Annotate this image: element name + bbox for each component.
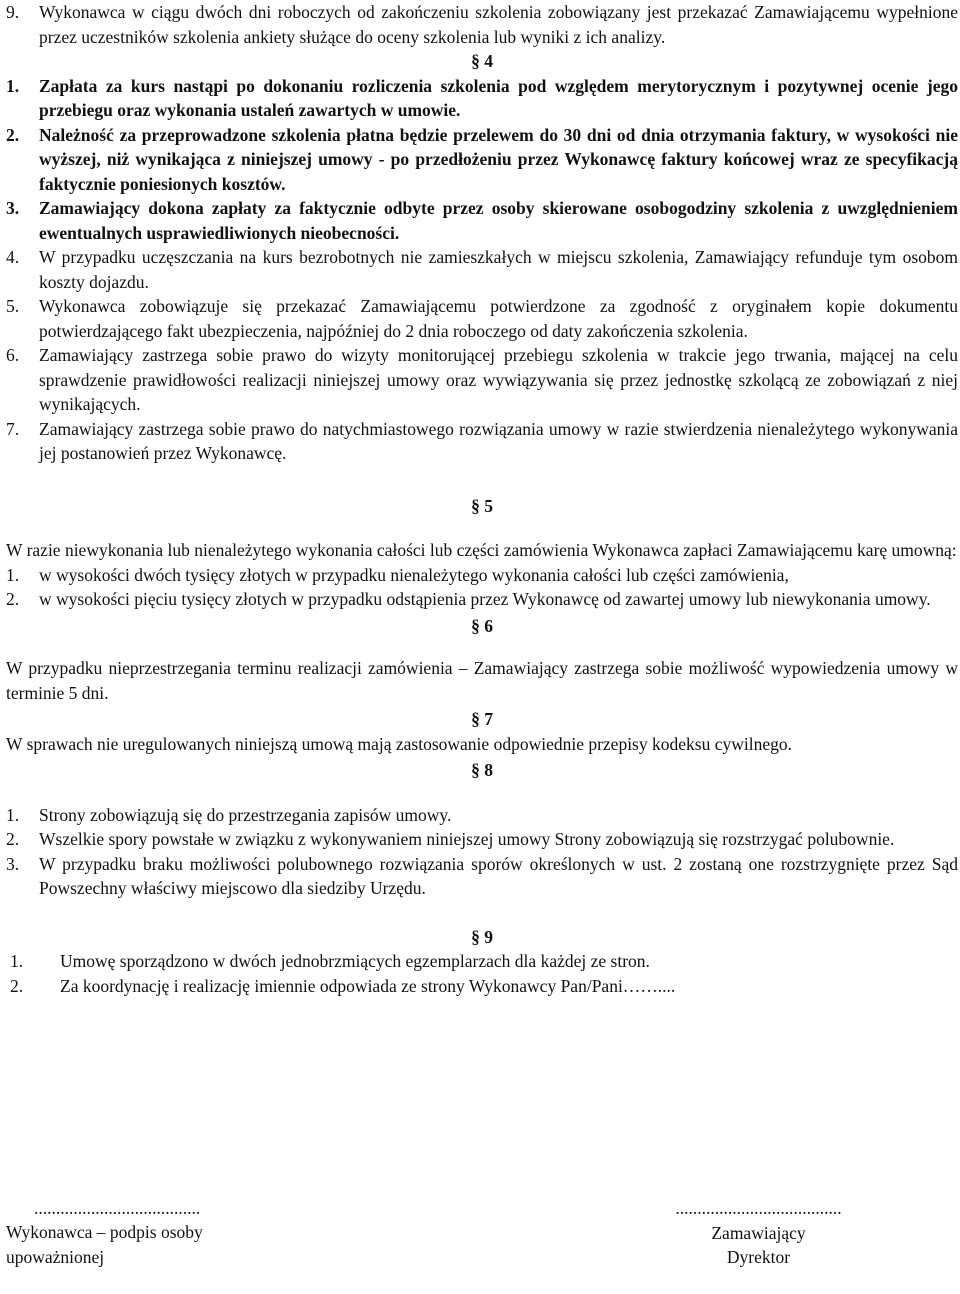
item-text: Wykonawca zobowiązuje się przekazać Zamawiającemu potwierdzone za zgodność z oryginałem kopie dokumentu potwierdzającego fakt ubezpieczenia, najpóźniej do 2 dnia roboczego od daty zakończenia szkolenia. [39,296,958,341]
item-text: Zamawiający zastrzega sobie prawo do natychmiastowego rozwiązania umowy w razie stwierdzenia nienależytego wykonywania jej postanowień przez Wykonawcę. [39,418,958,463]
section-heading: § 9 [471,926,493,947]
item-text: Za koordynację i realizację imiennie odpowiada ze strony Wykonawcy Pan/Pani…….... [60,975,676,996]
item-text: Strony zobowiązują się do przestrzegania zapisów umowy. [39,804,452,825]
list-item [6,196,958,245]
contractor-signature-label [6,1220,203,1269]
contractor-signature [6,1196,226,1221]
list-item [6,852,958,901]
item-number: 4. [6,247,20,267]
section-heading: § 7 [471,709,493,729]
list-item [6,974,958,999]
item-text: w wysokości dwóch tysięcy złotych w przypadku nienależytego wykonania całości lub części zamówienia, [39,564,789,585]
list-item [6,123,958,197]
item-number: 2. [6,829,20,849]
paragraph: W sprawach nie uregulowanych niniejszą umową mają zastosowanie odpowiednie przepisy kodeksu cywilnego. [6,733,792,754]
document-page [6,0,958,998]
paragraph: W przypadku nieprzestrzegania terminu realizacji zamówienia – Zamawiający zastrzega sobie możliwość wypowiedzenia umowy w terminie 5 dni. [6,658,958,703]
item-number: 5. [6,296,20,316]
item-number: 9. [6,2,20,22]
item-number: 3. [6,198,20,218]
signature-line: ...................................... [34,1198,201,1218]
item-text: w wysokości pięciu tysięcy złotych w przypadku odstąpienia przez Wykonawcę od zawartej umowy lub niewykonania umowy. [39,589,931,609]
paragraph: W razie niewykonania lub nienależytego wykonania całości lub części zamówienia Wykonawca zapłaci Zamawiającemu karę umowną: [6,540,957,560]
list-item [6,587,958,612]
item-text: Należność za przeprowadzone szkolenia płatna będzie przelewem do 30 dni od dnia otrzymania faktury, w wysokości nie wyższej, niż wynikająca z niniejszej umowy - po przedłożeniu przez Wykonawcę faktury końcowej wraz ze specyfikacją faktycznie poniesionych kosztów. [39,124,958,194]
employer-signature [646,1196,871,1270]
section-heading: § 4 [471,51,493,71]
signature-label-line2: Dyrektor [726,1247,791,1267]
item-text: W przypadku braku możliwości polubownego rozwiązania sporów określonych w ust. 2 zostaną one rozstrzygnięte przez Sąd Powszechny właściwy miejscowo dla siedziby Urzędu. [39,853,958,898]
item-number: 6. [6,345,20,365]
item-text: Wykonawca w ciągu dwóch dni roboczych od zakończeniu szkolenia zobowiązany jest przekazać Zamawiającemu wypełnione przez uczestników szkolenia ankiety służące do oceny szkolenia lub wyniki z ich analizy. [39,2,958,47]
item-number: 1. [6,75,20,96]
item-number: 2. [6,589,20,609]
item-number: 1. [6,804,20,825]
item-number: 1. [10,951,24,971]
signature-label-line1: Zamawiający [711,1222,806,1243]
section-heading: § 6 [471,615,493,636]
item-text: Wszelkie spory powstałe w związku z wykonywaniem niniejszej umowy Strony zobowiązują się rozstrzygać polubownie. [39,829,895,849]
item-text: Umowę sporządzono w dwóch jednobrzmiących egzemplarzach dla każdej ze stron. [60,951,650,971]
item-number: 3. [6,853,20,874]
list-item [6,294,958,343]
list-item [6,245,958,294]
list-item [6,0,958,49]
list-item [6,803,958,828]
item-number: 2. [10,975,24,996]
signature-label-line1: Wykonawca – podpis osoby [6,1222,203,1242]
item-number: 2. [6,124,20,145]
list-item [6,949,958,974]
list-item [6,417,958,466]
section-heading: § 5 [471,495,493,516]
section-heading: § 8 [471,760,493,780]
signature-line: ...................................... [675,1198,842,1218]
list-item [6,343,958,417]
list-item [6,827,958,852]
item-text: Zapłata za kurs nastąpi po dokonaniu rozliczenia szkolenia pod względem merytorycznym i pozytywnej ocenie jego przebiegu oraz wykonania ustaleń zawartych w umowie. [39,75,958,120]
list-item [6,563,958,588]
item-number: 1. [6,564,20,585]
item-text: W przypadku uczęszczania na kurs bezrobotnych nie zamieszkałych w miejscu szkolenia, Zamawiający refunduje tym osobom koszty dojazdu. [39,247,958,292]
item-text: Zamawiający dokona zapłaty za faktycznie odbyte przez osoby skierowane osobogodziny szkolenia z uwzględnieniem ewentualnych usprawiedliwionych nieobecności. [39,198,958,243]
list-item [6,74,958,123]
item-text: Zamawiający zastrzega sobie prawo do wizyty monitorującej przebiegu szkolenia w trakcie jego trwania, mającej na celu sprawdzenie prawidłowości realizacji niniejszej umowy oraz wywiązywania się przez jednostkę szkolącą ze zobowiązań z niej wynikających. [39,345,958,414]
signature-label-line2: upoważnionej [6,1246,105,1267]
item-number: 7. [6,418,20,439]
